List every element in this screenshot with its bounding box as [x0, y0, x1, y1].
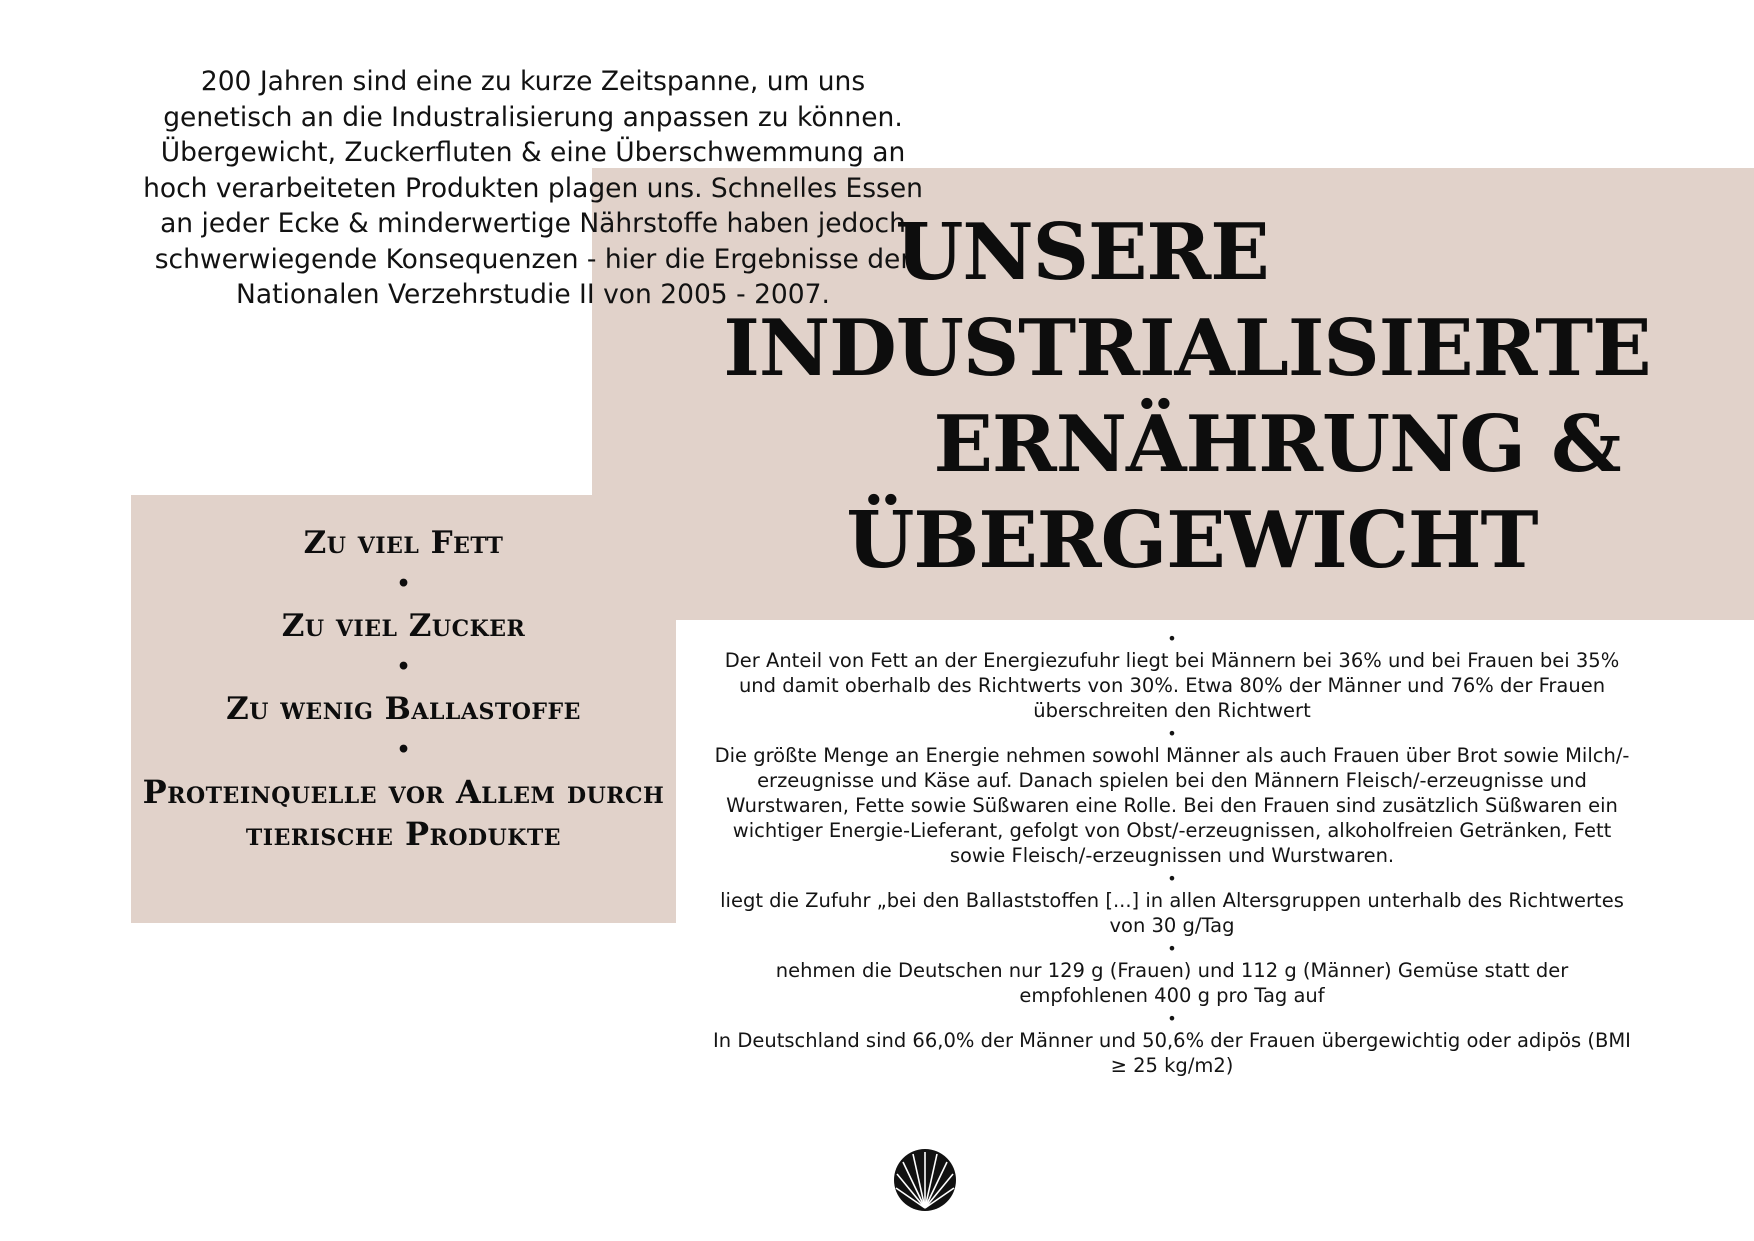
key-point-protein: Proteinquelle vor Allem durch tierische Produkte: [142, 773, 665, 853]
intro-line: hoch verarbeiteten Produkten plagen uns. Schnelles Essen: [143, 172, 923, 204]
fact-energy-sources: Die größte Menge an Energie nehmen sowohl Männer als auch Frauen über Brot sowie Milch/-erzeugnisse und Käse auf. Danach spielen bei den Männern Fleisch/-erzeugnisse und Wurstwaren, Fette sowie Süßwaren eine Rolle. Bei den Frauen sind zusätzlich Süßwaren ein wichtiger Energie-Lieferant, gefolgt von Obst/-erzeugnissen, alkoholfreien Getränken, Fett sowie Fleisch/-erzeugnissen und Wurstwaren.: [714, 744, 1630, 867]
intro-line: genetisch an die Industralisierung anpassen zu können.: [163, 101, 903, 133]
fact-vegetables: nehmen die Deutschen nur 129 g (Frauen) und 112 g (Männer) Gemüse statt der empfohlenen 400 g pro Tag auf: [775, 959, 1569, 1007]
intro-line: schwerwiegende Konsequenzen - hier die Ergebnisse der: [154, 243, 912, 275]
fact-overweight: In Deutschland sind 66,0% der Männer und 50,6% der Frauen übergewichtig oder adipös (BMI ≥ 25 kg/m2): [713, 1029, 1631, 1077]
intro-line: 200 Jahren sind eine zu kurze Zeitspanne, um uns: [200, 66, 866, 97]
bullet-separator: •: [396, 737, 411, 763]
key-point-fiber: Zu wenig Ballastoffe: [226, 691, 581, 727]
key-points-list: [131, 522, 676, 855]
bullet-separator: •: [1167, 1009, 1177, 1028]
fact-fiber: liegt die Zufuhr „bei den Ballaststoffen [...] in allen Altersgruppen unterhalb des Richtwertes von 30 g/Tag: [720, 889, 1624, 937]
intro-line: Übergewicht, Zuckerfluten & eine Überschwemmung an: [160, 137, 906, 168]
page-title: [600, 205, 1754, 589]
key-point-fat: Zu viel Fett: [303, 525, 504, 561]
shell-icon: [893, 1148, 957, 1212]
bullet-separator: •: [396, 654, 411, 680]
bullet-separator: •: [396, 571, 411, 597]
title-line-1: UNSERE: [895, 207, 1269, 298]
bullet-separator: •: [1167, 869, 1177, 888]
bullet-separator: •: [1167, 629, 1177, 648]
title-line-4: ÜBERGEWICHT: [846, 495, 1538, 586]
fact-fat-share: Der Anteil von Fett an der Energiezufuhr liegt bei Männern bei 36% und bei Frauen bei 35% und damit oberhalb des Richtwerts von 30%. Etwa 80% der Männer und 76% der Frauen überschreiten den Richtwert: [724, 649, 1620, 722]
facts-list: [712, 628, 1632, 1078]
key-point-sugar: Zu viel Zucker: [281, 608, 526, 644]
title-line-3: ERNÄHRUNG &: [933, 399, 1621, 490]
intro-line: an jeder Ecke & minderwertige Nährstoffe haben jedoch: [160, 208, 906, 239]
title-line-2: INDUSTRIALISIERTE: [723, 303, 1651, 394]
bullet-separator: •: [1167, 724, 1177, 743]
intro-line: Nationalen Verzehrstudie II von 2005 - 2007.: [236, 279, 830, 310]
bullet-separator: •: [1167, 939, 1177, 958]
